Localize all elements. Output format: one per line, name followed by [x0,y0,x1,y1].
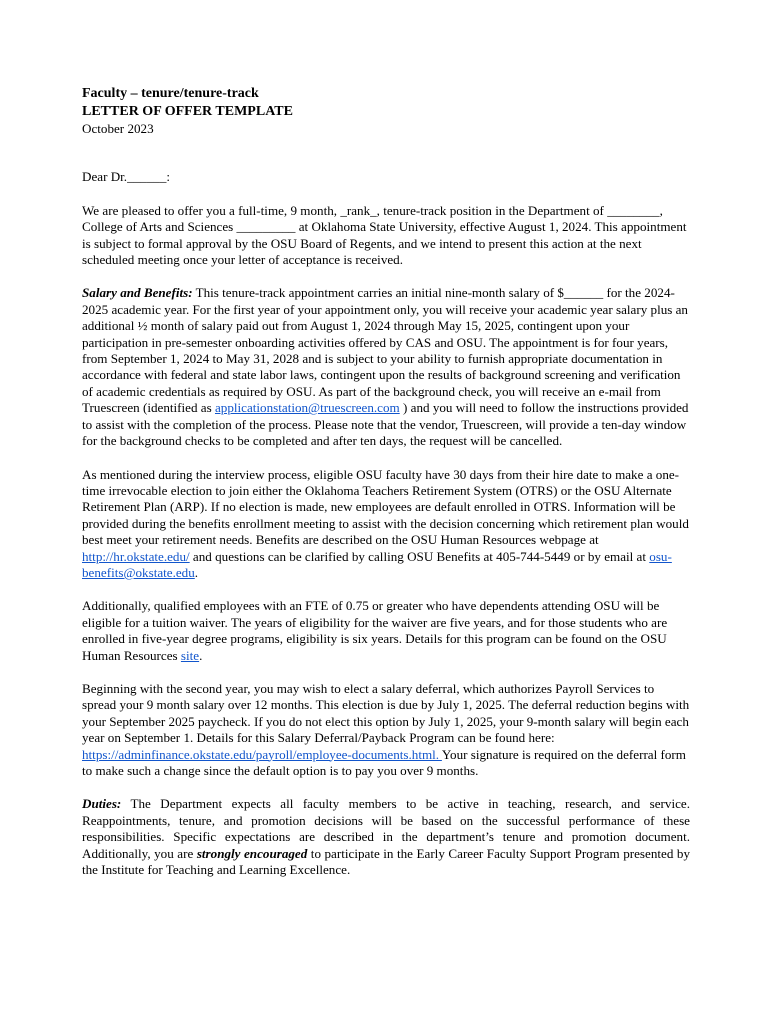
deferral-text-end: Your signature is required on the deferral form to make such a change since the default option is to pay you over 9 months. [82,746,686,778]
retirement-text: As mentioned during the interview process, eligible OSU faculty have 30 days from their hire date to make a one-time irrevocable election to join either the Oklahoma Teachers Retirement System (OTRS) or the OSU Alternate Retirement Plan (ARP). If no election is made, new employees are default enrolled in OTRS. Information will be provided during the benefits enrollment meeting to assist with the decision concerning which retirement plan would best meet your retirement needs. Benefits are described on the OSU Human Resources webpage at [82,466,689,548]
intro-paragraph: We are pleased to offer you a full-time, 9 month, _rank_, tenure-track position in the Department of ________, College of Arts and Sciences _________ at Oklahoma State University, effective August 1, 2024. This appointment is subject to formal approval by the OSU Board of Regents, and we intend to present this action at the next scheduled meeting once your letter of acceptance is received. [82,202,687,268]
tuition-text-end: . [199,647,203,663]
salary-text-continued: ) and you will need to follow the instructions provided to assist with the completion of the process. Please note that the vendor, Truescreen, will provide a ten-day window for the background checks to be completed and after ten days, the request will be cancelled. [82,400,689,449]
truescreen-email-link[interactable]: applicationstation@truescreen.com [214,400,400,416]
salary-benefits-paragraph [82,285,690,449]
payroll-documents-link[interactable]: https://adminfinance.okstate.edu/payroll/employee-documents.html. [82,746,442,762]
duties-heading: Duties: [82,796,122,812]
document-subtitle: LETTER OF OFFER TEMPLATE [82,104,293,119]
document-date: October 2023 [82,121,154,136]
deferral-paragraph [82,681,690,779]
letter-page [82,85,690,895]
salutation: Dear Dr.______: [82,169,170,185]
retirement-paragraph [82,467,690,582]
hr-website-link[interactable]: http://hr.okstate.edu/ [82,548,190,564]
benefits-email-link[interactable]: osu-benefits@okstate.edu [82,548,672,580]
salary-heading: Salary and Benefits: [82,285,193,301]
duties-emphasis: strongly encouraged [196,845,308,861]
tuition-paragraph [82,598,690,664]
retirement-text-end: . [194,564,199,580]
duties-paragraph [82,796,690,878]
document-title: Faculty – tenure/tenure-track [82,86,259,101]
duties-text: The Department expects all faculty members to be active in teaching, research, and service. Reappointments, tenure, and promotion decisions will be based on the successful performance of these responsibilities. Specific expectations are described in the department’s tenure and promotion document. Additionally, you are [82,796,690,861]
hr-site-link[interactable]: site [180,647,200,663]
salary-text: This tenure-track appointment carries an initial nine-month salary of $______ for the 2024-2025 academic year. For the first year of your appointment only, you will receive your academic year salary plus an additional ½ month of salary paid out from August 1, 2024 through May 15, 2025, contingent upon your participation in pre-semester onboarding activities offered by CAS and OSU. The appointment is for four years, from September 1, 2024 to May 31, 2028 and is subject to your ability to furnish appropriate documentation in accordance with federal and state labor laws, contingent upon the results of background screening and verification of academic credentials as required by OSU. As part of the background check, you will receive an e-mail from Truescreen (identified as [82,285,688,416]
duties-text-end: to participate in the Early Career Faculty Support Program presented by the Institute for Teaching and Learning Excellence. [82,845,690,878]
retirement-text-middle: and questions can be clarified by calling OSU Benefits at 405-744-5449 or by email at [189,548,650,564]
deferral-text: Beginning with the second year, you may wish to elect a salary deferral, which authorizes Payroll Services to spread your 9 month salary over 12 months. This election is due by July 1, 2025. The deferral reduction begins with your September 2025 paycheck. If you do not elect this option by July 1, 2025, your 9-month salary will begin each year on September 1. Details for this Salary Deferral/Payback Program can be found here: [82,680,690,746]
tuition-text: Additionally, qualified employees with an FTE of 0.75 or greater who have dependents attending OSU will be eligible for a tuition waiver. The years of eligibility for the waiver are five years, and for those students who are enrolled in five-year degree programs, eligibility is six years. Details for this program can be found on the OSU Human Resources [82,598,668,663]
